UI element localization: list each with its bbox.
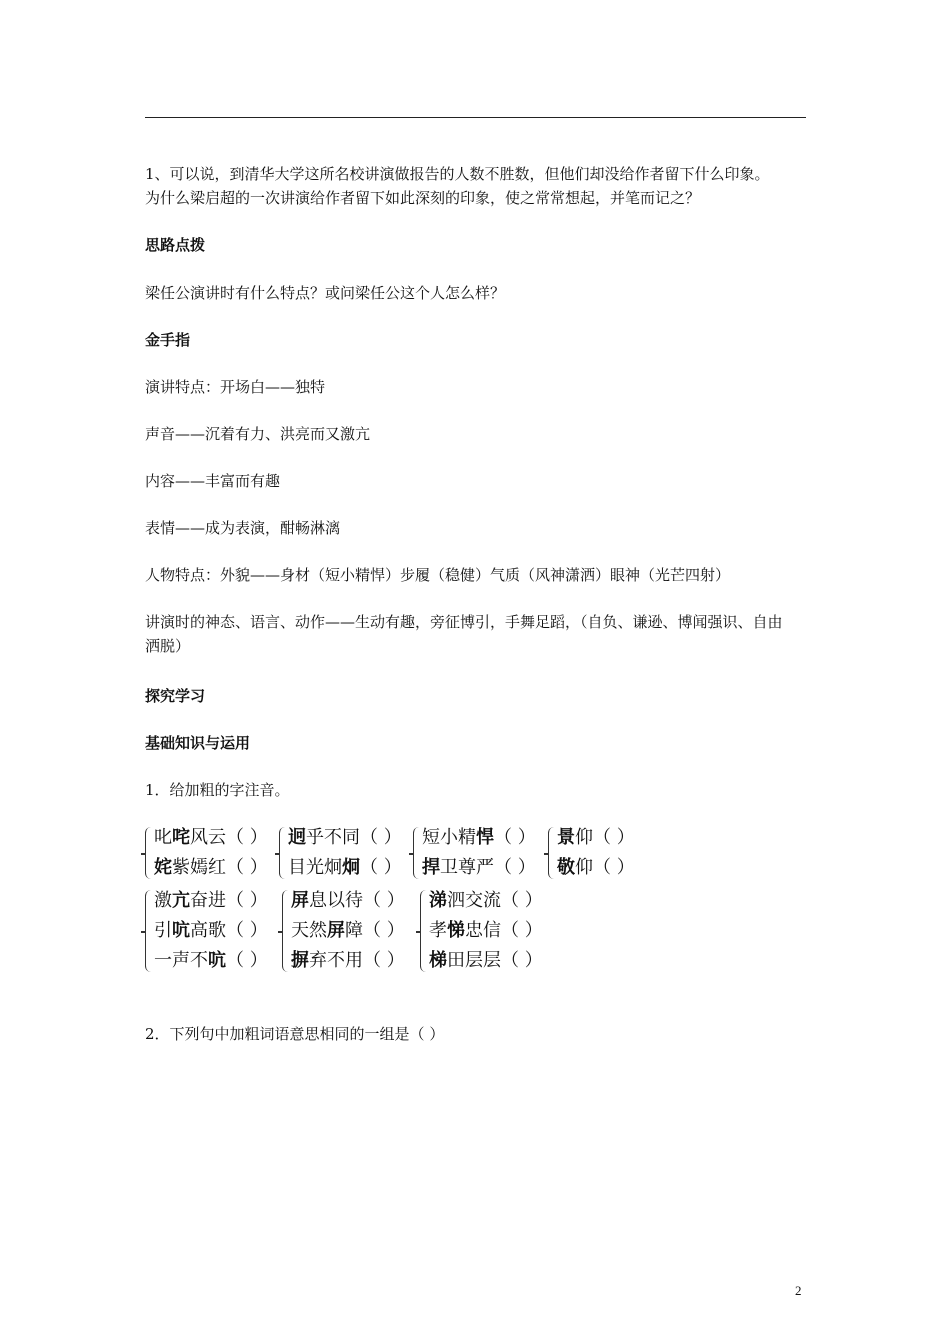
pinyin-group-6 (282, 886, 405, 976)
pinyin-item: 孝悌忠信（ ） (429, 920, 543, 941)
hint-heading: 思路点拨 (145, 236, 206, 254)
pinyin-item: 激亢奋进（ ） (154, 890, 268, 911)
pinyin-item: 一声不吭（ ） (154, 950, 268, 971)
brace (413, 827, 420, 879)
pinyin-item: 景仰（ ） (557, 827, 635, 848)
pinyin-item: 叱咤风云（ ） (154, 827, 268, 848)
page-number: 2 (795, 1283, 802, 1298)
pinyin-item: 捍卫尊严（ ） (422, 857, 536, 878)
pinyin-item: 引吭高歌（ ） (154, 920, 268, 941)
point-character: 人物特点：外貌——身材（短小精悍）步履（稳健）气质（风神潇洒）眼神（光芒四射） (145, 566, 731, 584)
hint-text: 梁任公演讲时有什么特点？或问梁任公这个人怎么样？ (145, 284, 506, 302)
pinyin-item: 短小精悍（ ） (422, 827, 536, 848)
golden-heading: 金手指 (145, 331, 191, 349)
brace (282, 890, 289, 972)
pinyin-group-3 (413, 823, 536, 883)
pinyin-item: 敬仰（ ） (557, 857, 635, 878)
pinyin-item: 梯田层层（ ） (429, 950, 543, 971)
pinyin-group-5 (145, 886, 268, 976)
pinyin-group-7 (420, 886, 543, 976)
brace (420, 890, 427, 972)
exercise-1-title: 1．给加粗的字注音。 (145, 781, 290, 799)
explore-heading: 探究学习 (145, 687, 206, 705)
basic-heading: 基础知识与运用 (145, 734, 251, 752)
pinyin-item: 目光炯炯（ ） (288, 857, 402, 878)
brace (279, 827, 286, 879)
point-expression: 表情——成为表演，酣畅淋漓 (145, 519, 341, 537)
header-rule (145, 117, 806, 118)
brace (145, 890, 152, 972)
question-1: 1、可以说，到清华大学这所名校讲演做报告的人数不胜数，但他们却没给作者留下什么印象。 为什么梁启超的一次讲演给作者留下如此深刻的印象，使之常常想起，并笔而记之？ (145, 165, 770, 207)
pinyin-item: 涕泗交流（ ） (429, 890, 543, 911)
pinyin-group-2 (279, 823, 402, 883)
pinyin-item: 摒弃不用（ ） (291, 950, 405, 971)
exercise-2-title: 2．下列句中加粗词语意思相同的一组是（ ） (145, 1025, 445, 1043)
point-speech: 演讲特点：开场白——独特 (145, 378, 326, 396)
pinyin-item: 天然屏障（ ） (291, 920, 405, 941)
point-manner: 讲演时的神态、语言、动作——生动有趣，旁征博引，手舞足蹈，（自负、谦逊、博闻强识、自由 洒脱） (145, 613, 783, 655)
point-content: 内容——丰富而有趣 (145, 472, 281, 490)
brace (145, 827, 152, 879)
pinyin-group-4 (548, 823, 635, 883)
pinyin-item: 姹紫嫣红（ ） (154, 857, 268, 878)
point-voice: 声音——沉着有力、洪亮而又激亢 (145, 425, 371, 443)
pinyin-item: 屏息以待（ ） (291, 890, 405, 911)
pinyin-item: 迥乎不同（ ） (288, 827, 402, 848)
brace (548, 827, 555, 879)
pinyin-group-1 (145, 823, 268, 883)
